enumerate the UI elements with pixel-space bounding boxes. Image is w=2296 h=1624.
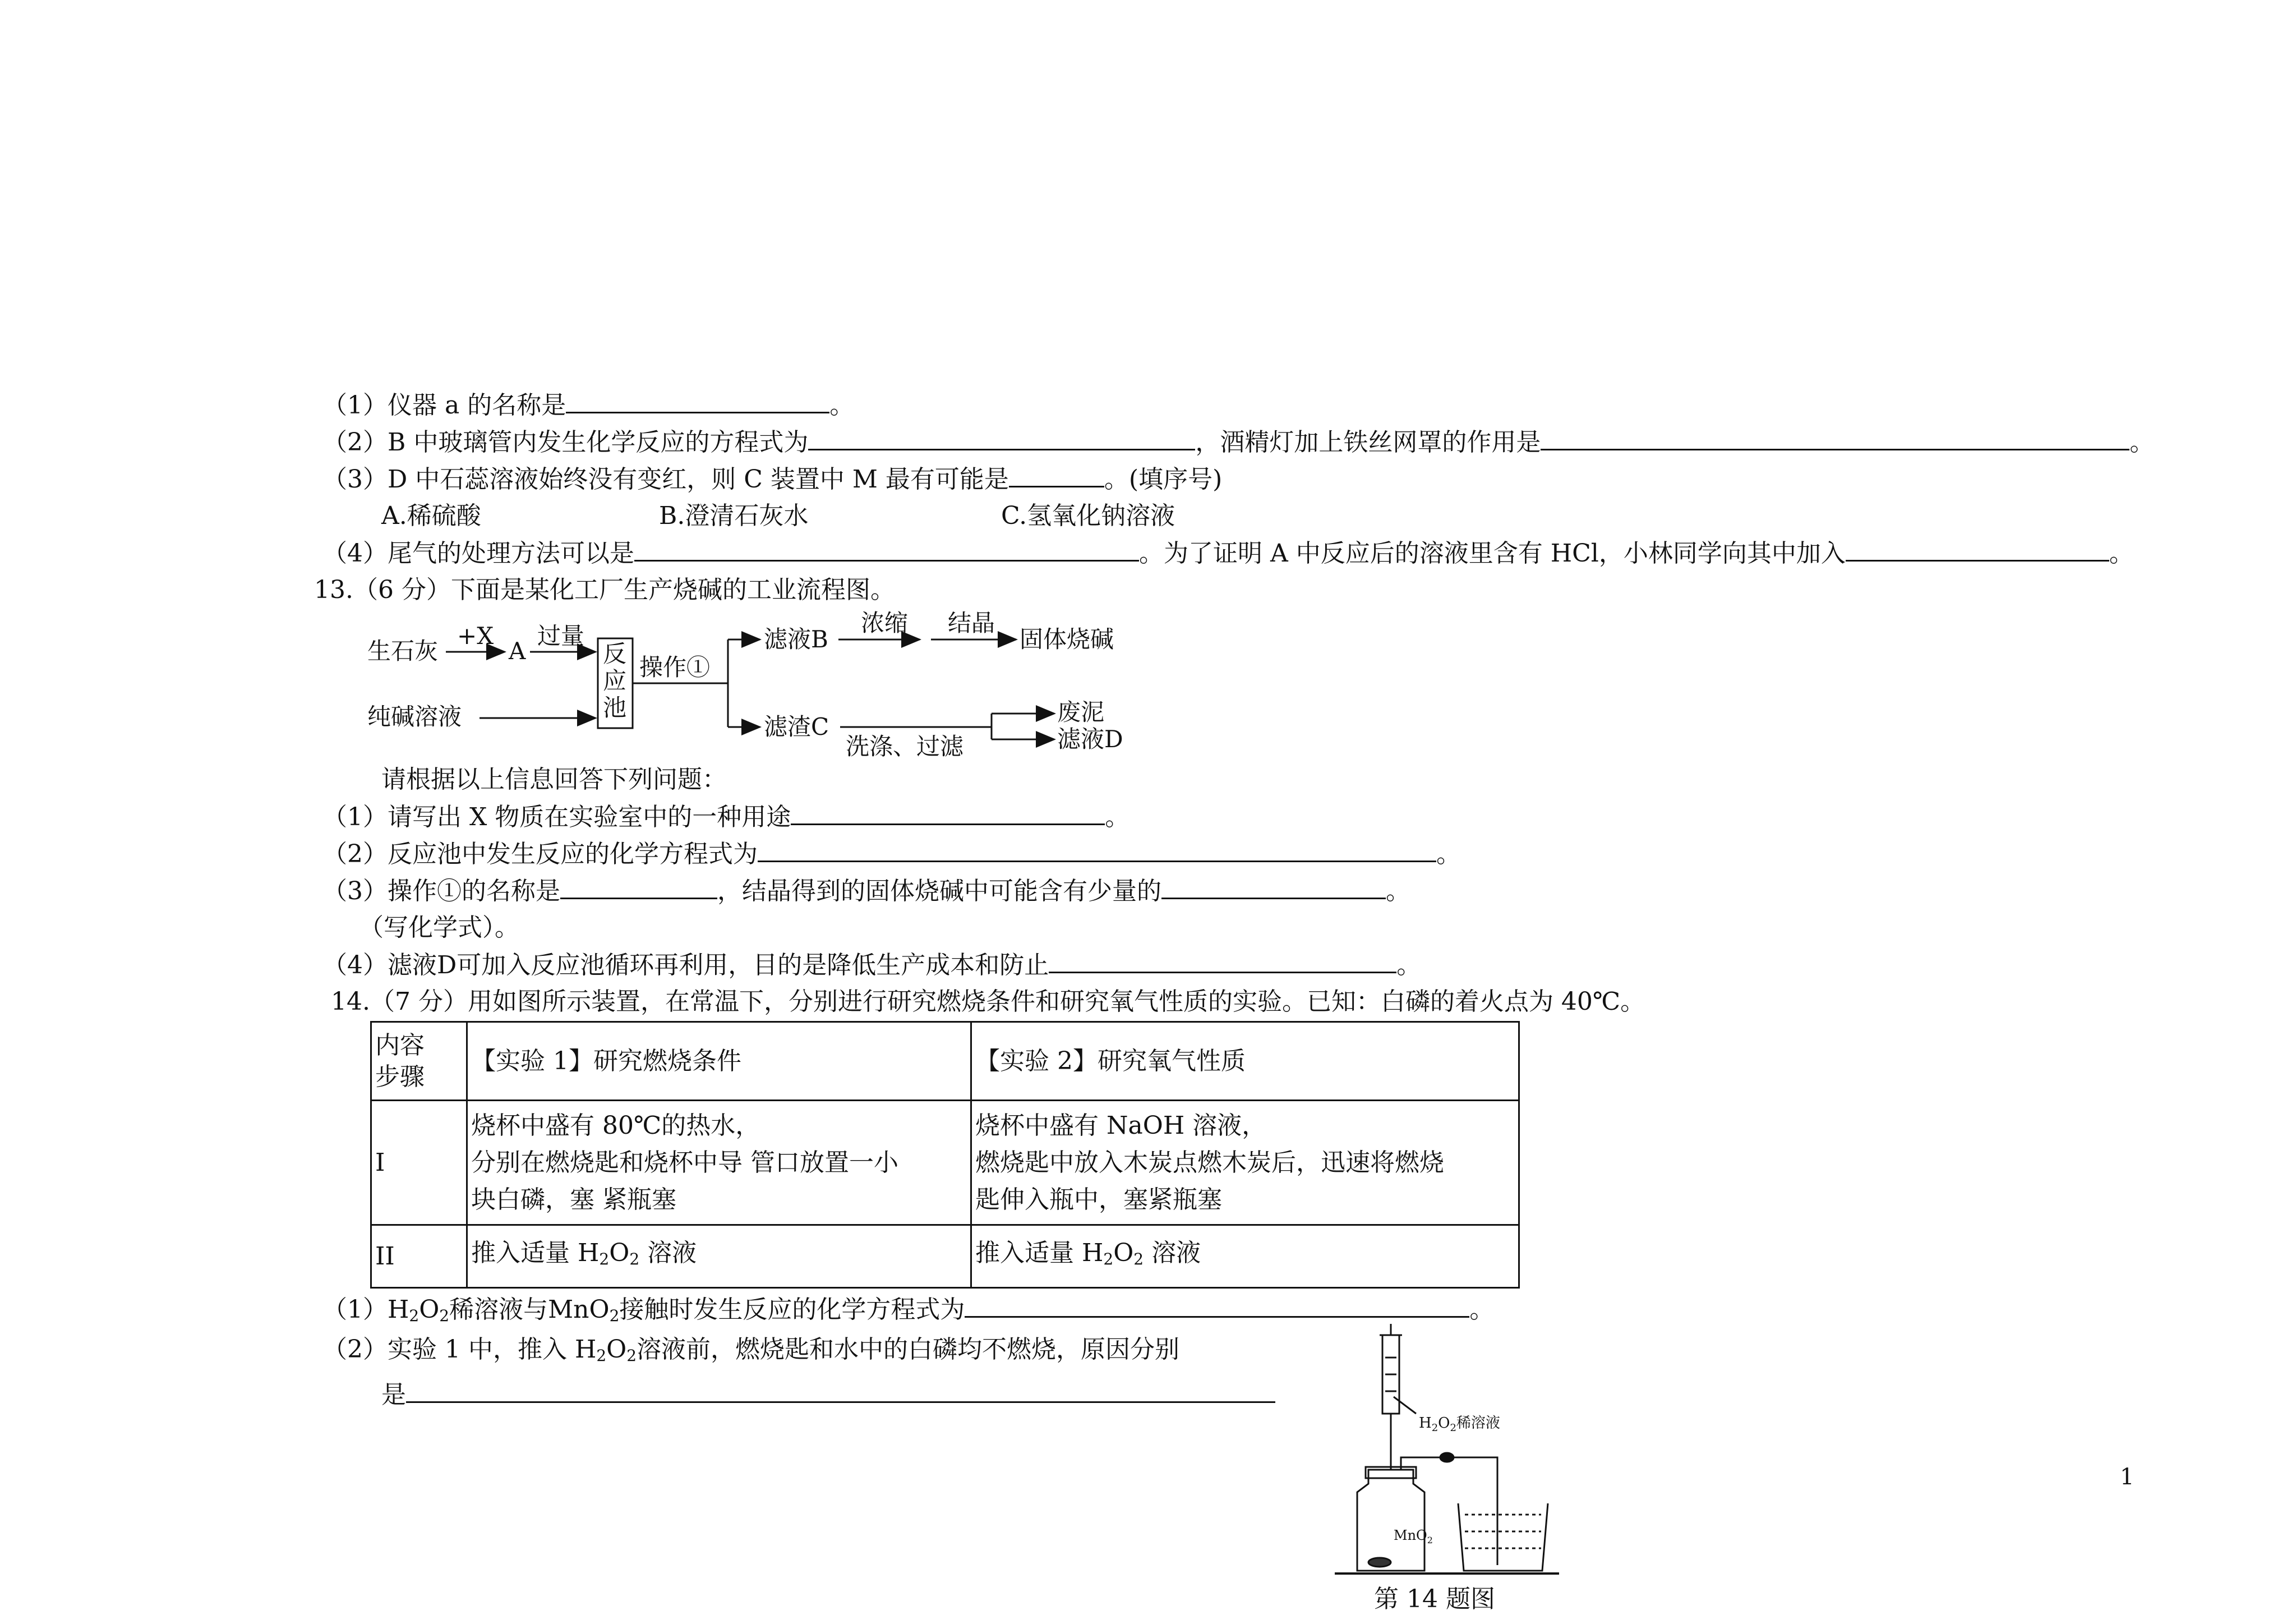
flow-soda: 纯碱溶液 [367,703,462,730]
table-cell: I [371,1101,467,1225]
flow-filtrate-d: 滤液D [1057,725,1123,753]
flow-pool-1: 反 [603,640,627,668]
q13-part4: （4）滤液D可加入反应池循环再利用，目的是降低生产成本和防止 。 [322,949,1421,981]
answer-blank[interactable] [1049,949,1396,973]
table-cell: 烧杯中盛有 NaOH 溶液， 燃烧匙中放入木炭点燃木炭后，迅速将燃烧 匙伸入瓶中，塞紧瓶塞 [971,1101,1519,1225]
table-header-cell: 【实验 2】研究氧气性质 [971,1022,1519,1101]
answer-blank[interactable] [965,1294,1469,1318]
table-header-cell: 内容 步骤 [371,1022,467,1101]
table-row [371,1022,1519,1101]
table-cell: 推入适量 $H_2O_2$ 溶液 [467,1225,971,1288]
experiment-table [370,1021,1520,1289]
q13-intro: 请根据以上信息回答下列问题： [381,765,727,794]
flow-wash-filter: 洗涤、过滤 [846,733,964,760]
q12-option-a: A.稀硫酸 [381,502,481,530]
flow-waste-mud: 废泥 [1057,698,1105,726]
q14-part2-cont: 是 [381,1379,1275,1410]
q13-part1: （1）请写出 X 物质在实验室中的一种用途 。 [322,801,1129,832]
answer-blank[interactable] [758,838,1436,862]
q13-title: 13.（6 分）下面是某化工厂生产烧碱的工业流程图。 [314,576,895,604]
label-mno2: MnO$_2$ [1394,1528,1433,1545]
flow-filtrate-b: 滤液B [764,625,828,653]
table-row [371,1101,1519,1225]
q14-part1: $(1)H_2O_2$稀溶液与MnO$_2$接触时发生反应的化学方程式为 。 [322,1294,1494,1325]
table-header-cell: 【实验 1】研究燃烧条件 [467,1022,971,1101]
q14-part2: （2）实验 1 中，推入 $H_2O_2$溶液前，燃烧匙和水中的白磷均不燃烧，原因分别 [322,1335,1180,1365]
flow-crystallize: 结晶 [948,609,995,637]
flow-concentrate: 浓缩 [861,609,909,637]
q13-part3: （3）操作①的名称是 ，结晶得到的固体烧碱中可能含有少量的 。 [322,875,1410,907]
answer-blank[interactable] [1161,875,1386,899]
flow-a: A [509,637,526,665]
q12-part4: （4）尾气的处理方法可以是 。为了证明 A 中反应后的溶液里含有 HCl，小林同学向其中加入 。 [322,537,2134,569]
flow-residue-c: 滤渣C [764,713,829,740]
flow-op1: 操作① [639,654,711,681]
answer-blank[interactable] [406,1379,1275,1403]
clamp [1440,1453,1454,1462]
flow-pool-3: 池 [603,694,627,721]
answer-blank[interactable] [808,426,1195,450]
beaker [1458,1503,1548,1571]
flask [1357,1470,1424,1571]
q13-part2: （2）反应池中发生反应的化学方程式为 。 [322,838,1461,869]
answer-blank[interactable] [560,875,717,899]
figure-caption: 第 14 题图 [1374,1585,1495,1613]
q12-part2: （2）B 中玻璃管内发生化学反应的方程式为 ，酒精灯加上铁丝网罩的作用是 。 [322,426,2154,458]
flow-solid-naoh: 固体烧碱 [1020,625,1114,653]
table-row [371,1225,1519,1288]
q12-part3: （3）D 中石蕊溶液始终没有变红，则 C 装置中 M 最有可能是 。(填序号) [322,463,1222,495]
q12-part1: （1）仪器 a 的名称是 。 [322,389,854,421]
apparatus-figure [1335,1324,1604,1621]
table-cell: II [371,1225,467,1288]
q13-part3-note: （写化学式）。 [359,913,519,942]
flow-excess: 过量 [537,622,585,650]
q12-option-c: C.氢氧化钠溶液 [1001,502,1175,530]
q14-title: 14.（7 分）用如图所示装置，在常温下，分别进行研究燃烧条件和研究氧气性质的实验。已知：白磷的着火点为 40℃。 [331,987,1645,1016]
answer-blank[interactable] [1846,537,2109,562]
flow-plus-x: +X [457,622,494,650]
answer-blank[interactable] [1009,463,1104,487]
table-cell: 烧杯中盛有 80℃的热水， 分别在燃烧匙和烧杯中导 管口放置一小 块白磷，塞 紧瓶塞 [467,1101,971,1225]
answer-blank[interactable] [566,389,829,413]
page-number: 1 [2120,1464,2134,1490]
q12-option-b: B.澄清石灰水 [659,502,809,530]
answer-blank[interactable] [791,801,1105,825]
flow-pool-2: 应 [603,667,627,694]
answer-blank[interactable] [1541,426,2129,450]
label-h2o2: $H_2O_2$稀溶液 [1419,1415,1500,1434]
answer-blank[interactable] [634,537,1139,562]
mno2-solid [1368,1558,1391,1567]
table-cell: 推入适量 $H_2O_2$ 溶液 [971,1225,1519,1288]
reaction-pool-box [598,638,633,728]
flow-quicklime: 生石灰 [367,637,439,665]
